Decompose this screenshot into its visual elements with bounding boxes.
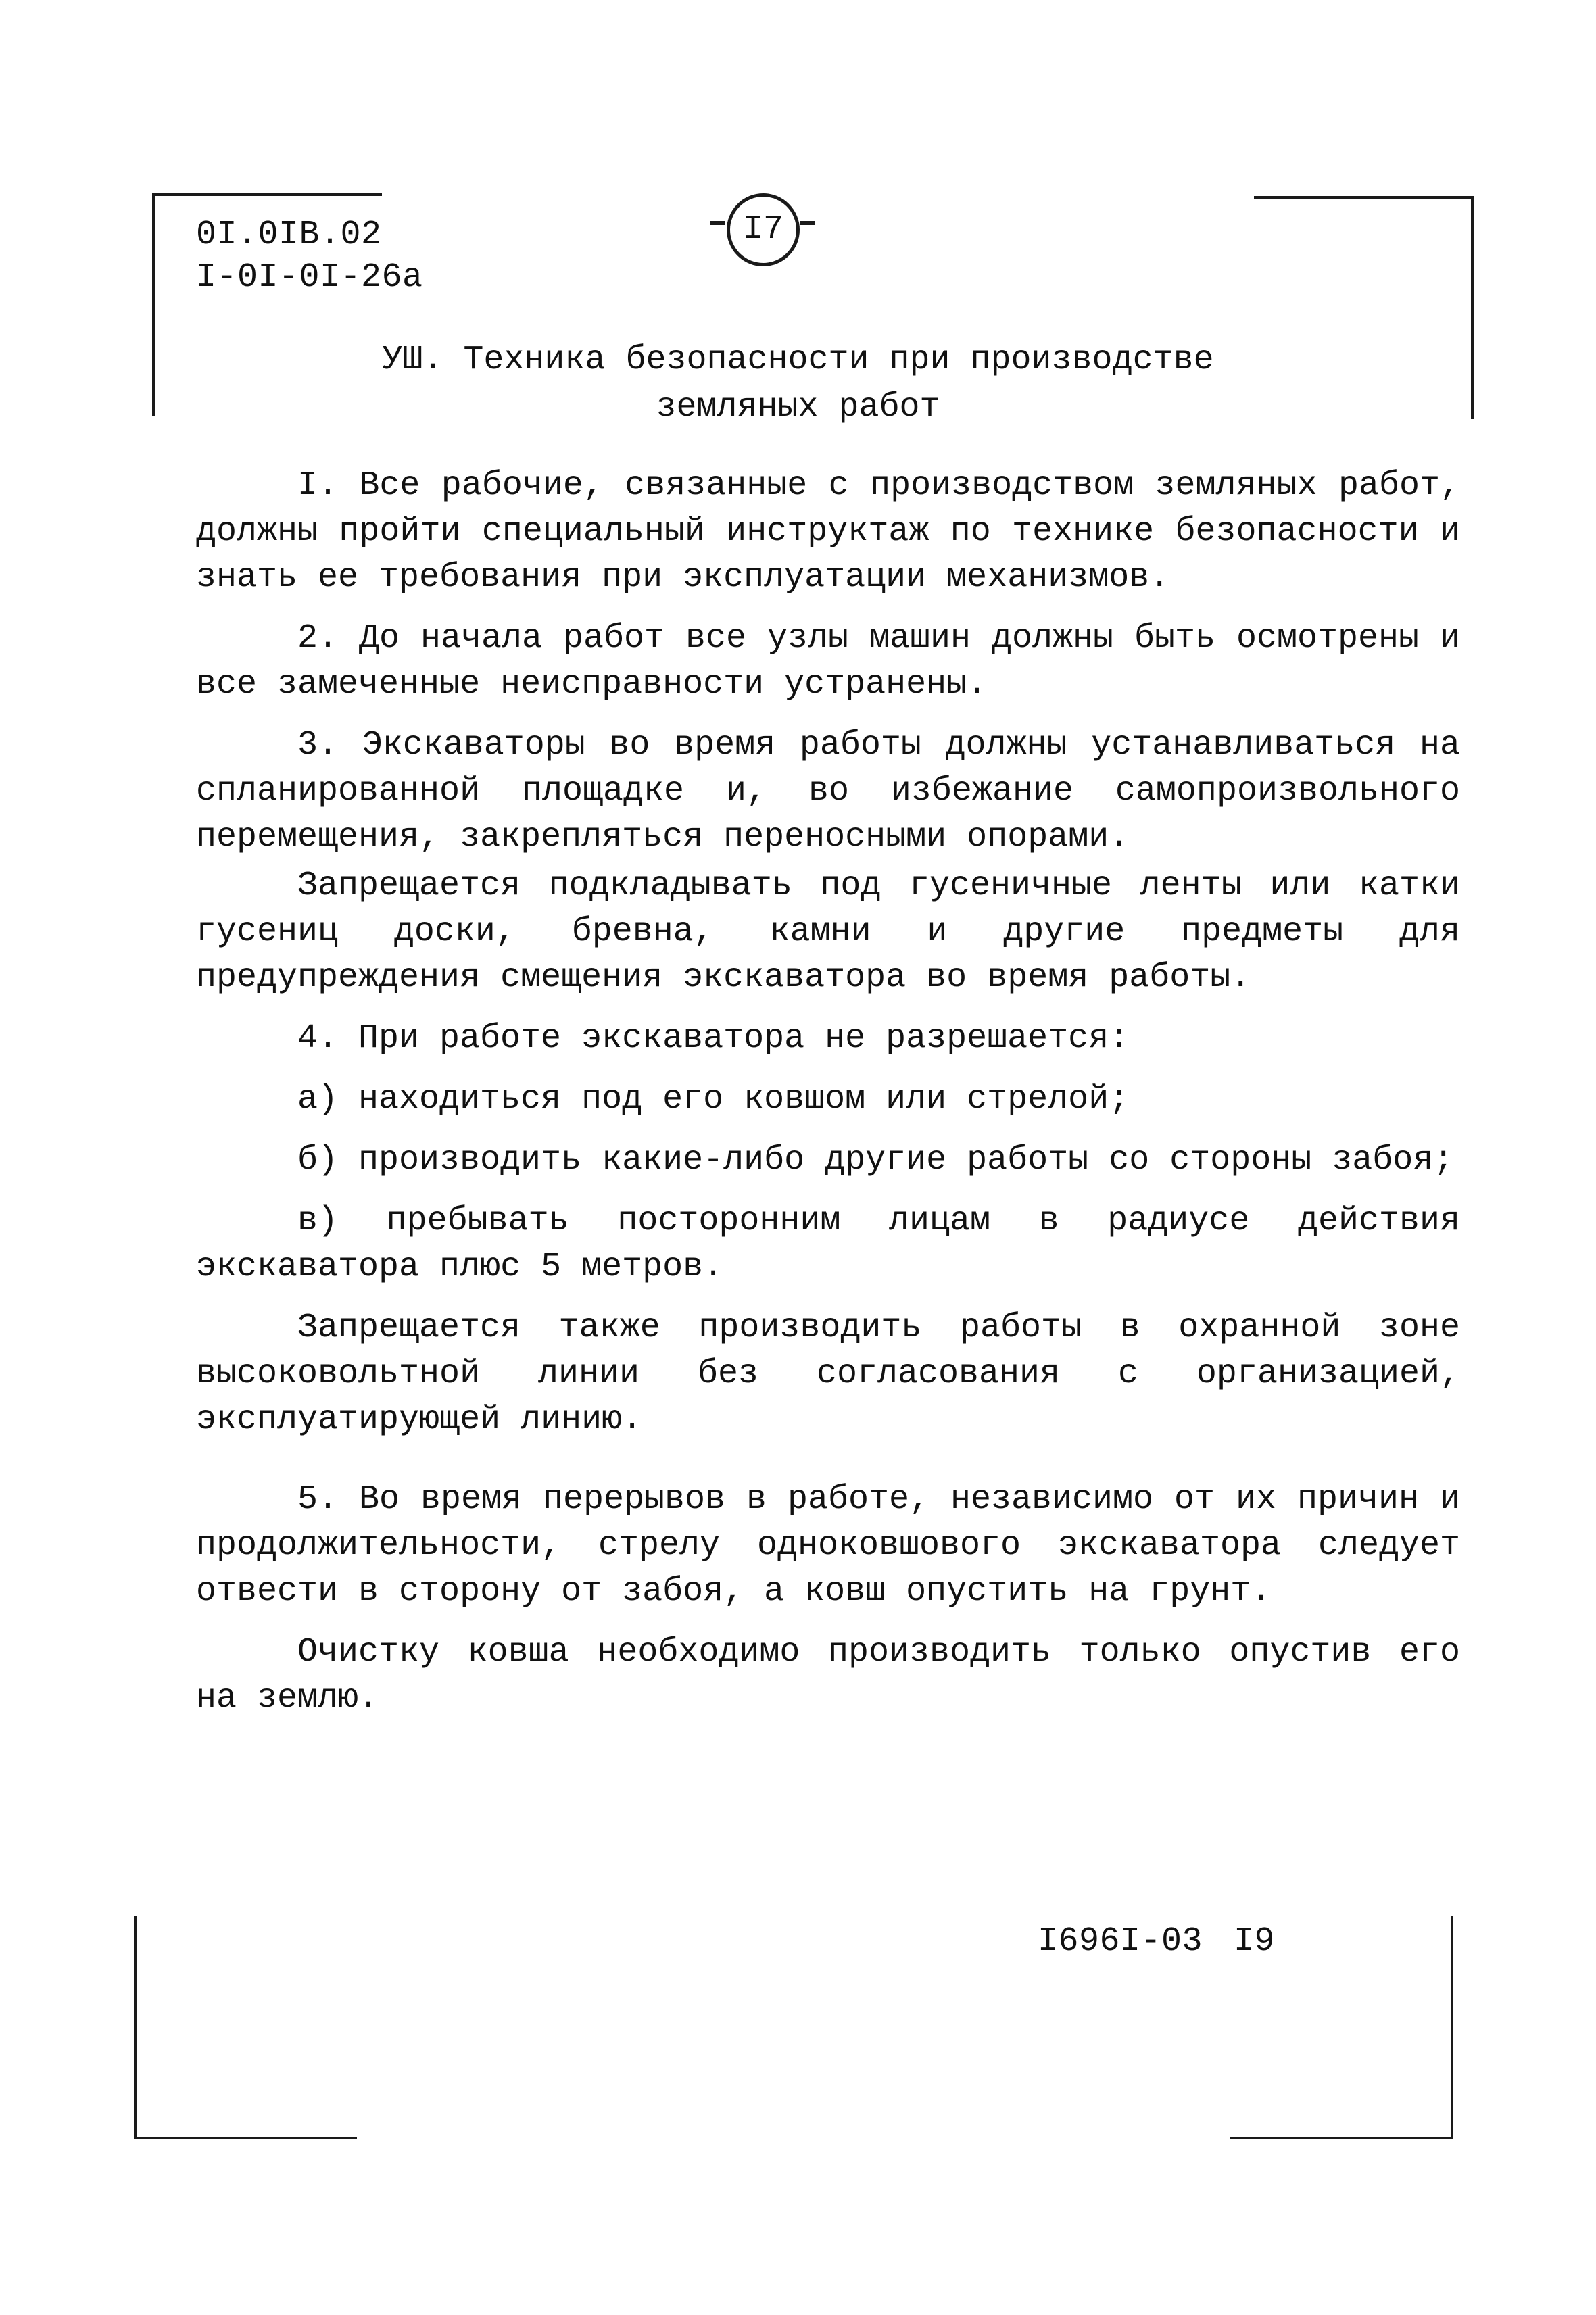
page-number-left-dash	[710, 221, 725, 225]
section-title-line2: земляных работ	[656, 388, 940, 427]
page-number: I7	[727, 193, 800, 266]
paragraph-5: 5. Во время перерывов в работе, независимо от их причин и продолжительности, стрелу одноковшового экскаватора следует отвести в сторону от забоя, а ковш опустить на грунт.	[196, 1480, 1460, 1611]
paragraph-4: 4. При работе экскаватора не разрешается:	[297, 1019, 1130, 1058]
page-number-right-dash	[800, 221, 815, 225]
list-item-c: в) пребывать посторонним лицам в радиусе действия экскаватора плюс 5 метров.	[196, 1202, 1460, 1286]
list-item-a: а) находиться под его ковшом или стрелой;	[297, 1080, 1130, 1119]
body-text	[196, 463, 1460, 1736]
paragraph-5-cleaning: Очистку ковша необходимо производить только опустив его на землю.	[196, 1633, 1460, 1717]
frame-bottom-left-horizontal	[134, 2137, 357, 2139]
list-item-b: б) производить какие-либо другие работы со стороны забоя;	[297, 1141, 1454, 1179]
frame-top-right-horizontal	[1254, 196, 1474, 199]
project-code: I-0I-0I-26a	[196, 258, 423, 297]
section-title-line1: УШ. Техника безопасности при производстве	[382, 341, 1214, 379]
frame-bottom-left-vertical	[134, 1916, 137, 2139]
footer-document-number: I696I-03	[1038, 1922, 1203, 1961]
document-code: 0I.0IB.02	[196, 216, 382, 254]
paragraph-3: 3. Экскаваторы во время работы должны устанавливаться на спланированной площадке и, во избежание самопроизвольного перемещения, закрепляться переносными опорами.	[196, 726, 1460, 856]
frame-bottom-right-vertical	[1451, 1916, 1453, 2139]
paragraph-3-prohibition: Запрещается подкладывать под гусеничные ленты или катки гусениц доски, бревна, камни и другие предметы для предупреждения смещения экскаватора во время работы.	[196, 867, 1460, 997]
frame-top-left-vertical	[152, 193, 155, 416]
frame-top-left-horizontal	[152, 193, 382, 196]
frame-bottom-right-horizontal	[1230, 2137, 1453, 2139]
paragraph-1: I. Все рабочие, связанные с производством земляных работ, должны пройти специальный инструктаж по технике безопасности и знать ее требования при эксплуатации механизмов.	[196, 466, 1460, 597]
paragraph-4-prohibition: Запрещается также производить работы в охранной зоне высоковольтной линии без согласования с организацией, эксплуатирующей линию.	[196, 1309, 1460, 1439]
paragraph-2: 2. До начала работ все узлы машин должны быть осмотрены и все замеченные неисправности устранены.	[196, 619, 1460, 704]
footer-sheet-number: I9	[1234, 1922, 1276, 1961]
